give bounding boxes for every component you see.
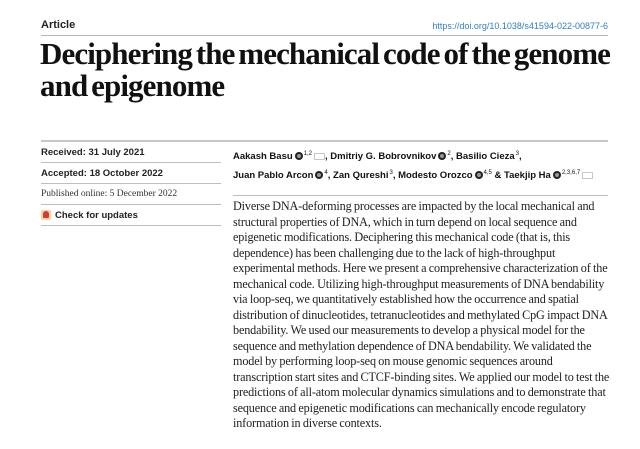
received-date: Received: 31 July 2021 [41,142,221,163]
article-dates [41,142,221,226]
doi-link[interactable]: https://doi.org/10.1038/s41594-022-00877-6 [432,21,608,31]
author-separator: & [491,170,505,181]
orcid-icon[interactable] [553,171,561,179]
orcid-icon[interactable] [475,171,483,179]
affiliation-superscript[interactable]: 3 [389,170,393,176]
orcid-icon[interactable] [438,152,446,160]
author-name[interactable]: Aakash Basu [233,151,293,162]
author-separator: , [325,151,331,162]
author[interactable] [233,170,328,181]
affiliation-superscript[interactable]: 1,2 [303,151,313,157]
author[interactable] [504,170,593,181]
author-name[interactable]: Taekjip Ha [504,170,551,181]
author-name[interactable]: Zan Qureshi [333,170,389,181]
author-name[interactable]: Basilio Cieza [456,151,515,162]
author[interactable] [333,170,393,181]
affiliation-superscript[interactable]: 4 [324,170,328,176]
author[interactable] [330,151,450,162]
article-type-label: Article [41,19,76,31]
email-icon[interactable] [582,172,593,179]
author-divider [233,195,608,196]
orcid-icon[interactable] [295,152,303,160]
affiliation-superscript[interactable]: 4,5 [483,170,492,176]
author-separator: , [327,170,334,181]
affiliation-superscript[interactable]: 2 [447,151,451,157]
orcid-icon[interactable] [315,171,323,179]
published-date: Published online: 5 December 2022 [41,184,221,205]
author-separator: , [450,151,457,162]
author-name[interactable]: Dmitriy G. Bobrovnikov [330,151,437,162]
abstract-text: Diverse DNA-deforming processes are impacted by the local mechanical and structural properties of DNA, which in turn depend on local sequence and epigenetic modifications. Deciphering this mechanical code (that is, this dependence) has been challenging due to the lack of high-throughput experimental methods. Here we present a comprehensive characterization of the mechanical code. Utilizing high-throughput measurements of DNA bendability via loop-seq, we quantitatively established how the occurrence and spatial distribution of dinucleotides, tetranucleotides and methylated CpG impact DNA bendability. We used our measurements to develop a physical model for the sequence and methylation dependence of DNA bendability. We validated the model by performing loop-seq on mouse genomic sequences around transcription start sites and CTCF-binding sites. We applied our model to test the predictions of all-atom molecular dynamics simulations and to demonstrate that sequence and epigenetic modifications can mechanically encode regulatory information in diverse contexts. [233,199,610,430]
affiliation-superscript[interactable]: 3 [515,151,519,157]
author-name[interactable]: Modesto Orozco [398,170,473,181]
crossmark-icon [41,210,51,220]
author-separator: , [518,151,522,162]
check-for-updates-button[interactable] [41,205,221,226]
author[interactable] [233,151,325,162]
email-icon[interactable] [314,153,325,160]
accepted-date: Accepted: 18 October 2022 [41,163,221,184]
check-for-updates-label: Check for updates [55,209,138,221]
author[interactable] [398,170,492,181]
article-title: Deciphering the mechanical code of the genome and epigenome [40,36,610,103]
author-name[interactable]: Juan Pablo Arcon [233,170,314,181]
author-separator: , [392,170,399,181]
author-list [233,146,613,184]
author[interactable] [456,151,519,162]
affiliation-superscript[interactable]: 2,3,6,7 [561,170,581,176]
